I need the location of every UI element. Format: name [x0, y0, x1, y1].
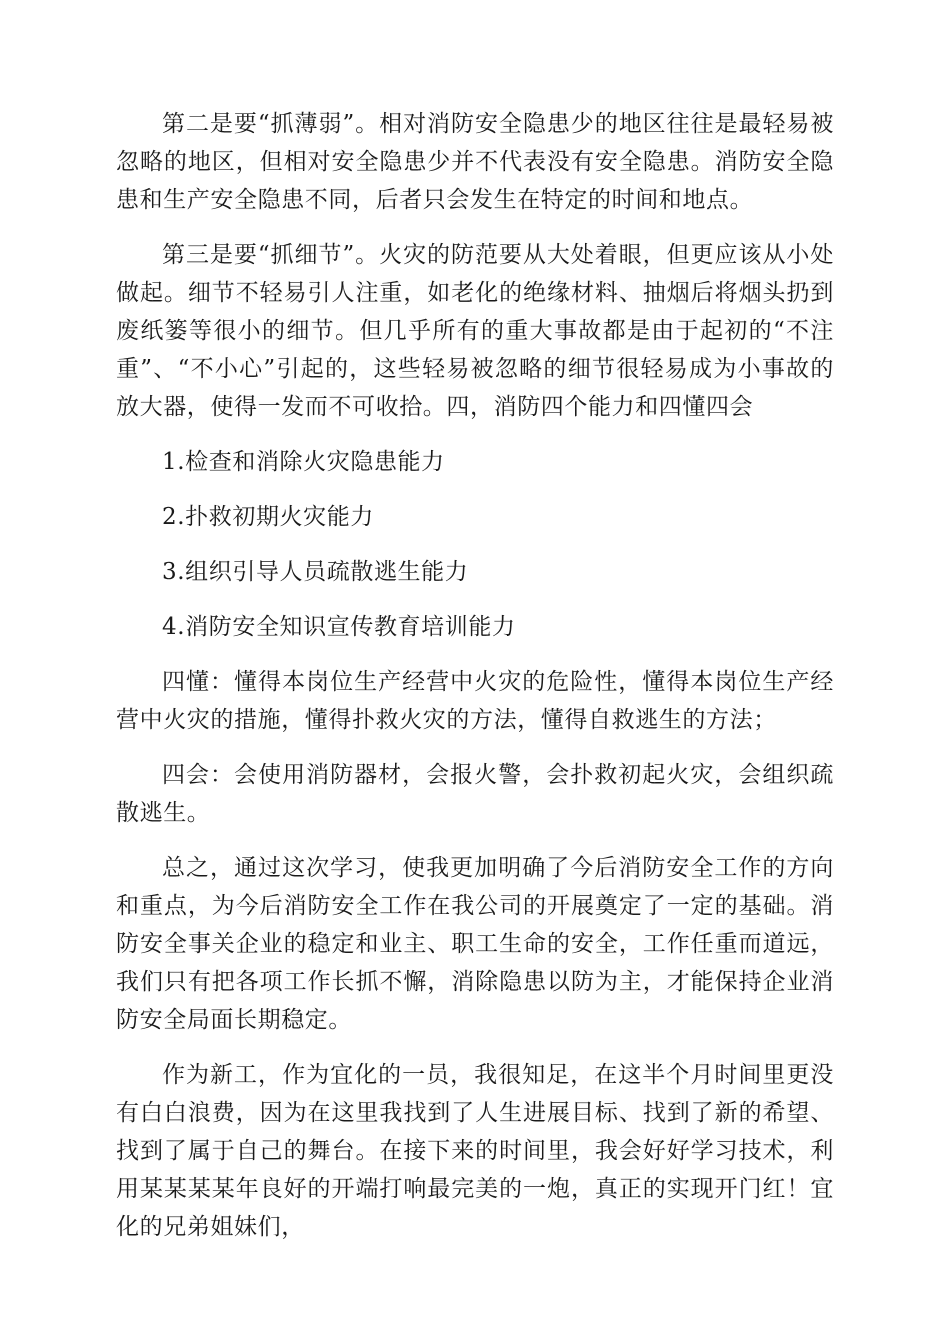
- paragraph-grasp-details: 第三是要“抓细节”。火灾的防范要从大处着眼，但更应该从小处做起。细节不轻易引人注重，如老化的绝缘材料、抽烟后将烟头扔到废纸篓等很小的细节。但几乎所有的重大事故都是由于起初的“不注重”、“不小心”引起的，这些轻易被忽略的细节很轻易成为小事故的放大器，使得一发而不可收拾。四，消防四个能力和四懂四会: [116, 242, 834, 420]
- list-item-ability-1: 1.检查和消除火灾隐患能力: [162, 449, 445, 475]
- paragraph-four-understand: 四懂：懂得本岗位生产经营中火灾的危险性，懂得本岗位生产经营中火灾的措施，懂得扑救火灾的方法，懂得自救逃生的方法；: [116, 669, 834, 733]
- paragraph-four-can: 四会：会使用消防器材，会报火警，会扑救初起火灾，会组织疏散逃生。: [116, 762, 834, 826]
- paragraph-grasp-weak: 第二是要“抓薄弱”。相对消防安全隐患少的地区往往是最轻易被忽略的地区，但相对安全隐患少并不代表没有安全隐患。消防安全隐患和生产安全隐患不同，后者只会发生在特定的时间和地点。: [116, 111, 834, 213]
- paragraph-summary: 总之，通过这次学习，使我更加明确了今后消防安全工作的方向和重点，为今后消防安全工作在我公司的开展奠定了一定的基础。消防安全事关企业的稳定和业主、职工生命的安全，工作任重而道远，我们只有把各项工作长抓不懈，消除隐患以防为主，才能保持企业消防安全局面长期稳定。: [116, 855, 834, 1033]
- document-body: [116, 105, 834, 1263]
- list-item-ability-3: 3.组织引导人员疏散逃生能力: [162, 559, 469, 585]
- paragraph-new-worker: 作为新工，作为宜化的一员，我很知足，在这半个月时间里更没有白白浪费，因为在这里我找到了人生进展目标、找到了新的希望、找到了属于自己的舞台。在接下来的时间里，我会好好学习技术，利用某某某某年良好的开端打响最完美的一炮，真正的实现开门红！宜化的兄弟姐妹们，: [116, 1062, 834, 1240]
- list-item-ability-2: 2.扑救初期火灾能力: [162, 504, 374, 530]
- list-item-ability-4: 4.消防安全知识宣传教育培训能力: [162, 614, 516, 640]
